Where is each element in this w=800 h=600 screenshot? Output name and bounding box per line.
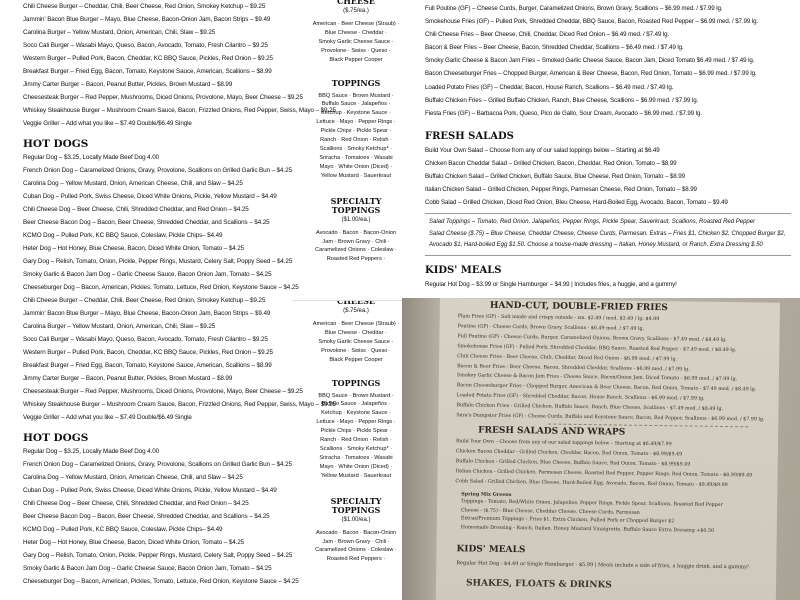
note-line: Salad Toppings – Tomato, Red Onion, Jalapeños, Pepper Rings, Pickle Spear, Sauerkraut, Scallions, Roasted Red Pepper [429,219,756,226]
section-divider [292,300,420,301]
specialty-price: ($1.00/ea.) [341,216,371,223]
photo-line: Buffalo Chicken - Grilled Chicken, Blue Cheese, Buffalo Sauce, Red Onion, Tomato - $8.99/$9.49 [455,459,691,468]
toppings-heading: TOPPINGS [331,77,381,88]
photo-subline: Spring Mix Greens [461,490,512,498]
note-line: Avocado $1, Hard-boiled Egg $1.50. Choose a house-made dressing – Italian, Honey Mustard, or Ranch. Extra Dressing $.50 [429,242,763,249]
cheese-line: Blue Cheese · Cheddar · [325,329,387,336]
menu-line: French Onion Dog – Caramelized Onions, Gravy, Provolone, Scallions on Grilled Garlic Bun – $4.25 [23,167,292,174]
note-line: Salad Cheese ($.75) – Blue Cheese, Cheddar Cheese, Cheese Curds, Parmesan. Extras – Fries $1, Chicken $2, Chopped Burger $2, [429,230,786,237]
menu-line: Chili Cheese Dog – Beer Cheese, Chili, Shredded Cheddar, and Red Onion – $4.25 [23,500,249,507]
specialty-line: Jam · Brown Gravy · Chili · [322,538,390,545]
photo-salads-heading: FRESH SALADS AND WRAPS [478,425,626,438]
fries-line: Smokehouse Fries (GF) – Pulled Pork, Shredded Cheddar, BBQ Sauce, Bacon, Roasted Red Pepper – $6.99 med. / $7.99 lg. [425,18,759,26]
topping-line: Ranch · Red Onion · Relish · [320,437,392,444]
menu-line: Whiskey Steakhouse Burger – Mushroom Cream Sauce, Bacon, Frizzled Onions, Red Pepper, Swiss, Mayo – $9.25 [23,401,336,408]
topping-line: Ketchup · Keystone Sauce · [321,110,391,117]
specialty-heading: SPECIALTY [330,495,382,506]
menu-line: Carolina Dog – Yellow Mustard, Onion, American Cheese, Chili, and Slaw – $4.25 [23,474,243,481]
photo-line: Cobb Salad - Grilled Chicken, Blue Cheese, Hard-Boiled Egg, Avocado, Bacon, Red Onion, Tomato - $9.49/$9.99 [455,478,728,488]
menu-line: Western Burger – Pulled Pork, Bacon, Cheddar, KC BBQ Sauce, Pickles, Red Onion – $9.25 [23,349,273,356]
menu-line: Soco Cali Burger – Wasabi Mayo, Queso, Bacon, Avocado, Tomato, Fresh Cilantro – $9.25 [23,336,268,343]
topping-line: Mayo · White Onion (Diced) · [319,463,393,470]
menu-line: Jammin' Bacon Blue Burger – Mayo, Blue Cheese, Bacon-Onion Jam, Bacon Strips – $9.49 [23,16,271,23]
menu-line: Chili Cheese Dog – Beer Cheese, Chili, Shredded Cheddar, and Red Onion – $4.25 [23,206,249,213]
cheese-line: Smoky Garlic Cheese Sauce · [318,338,394,345]
specialty-line: Avocado · Bacon · Bacon-Onion [315,529,397,536]
menu-line: Jimmy Carter Burger – Bacon, Peanut Butter, Pickles, Brown Mustard – $8.99 [23,81,233,88]
left-menu-column [0,0,336,588]
menu-line: Veggie Griller – Add what you like – $7.49 Double/$6.49 Single [23,120,192,127]
photo-line: Poutine (GF) - Cheese Curds, Brown Gravy, Scallions - $6.49 med. / $7.49 lg. [457,324,645,332]
topping-line: Lettuce · Mayo · Pepper Rings · [316,119,396,126]
hot-dogs-heading: HOT DOGS [23,432,89,444]
salad-line: Buffalo Chicken Salad – Grilled Chicken, Buffalo Sauce, Blue Cheese, Red Onion, Tomato – $8.99 [425,173,685,181]
menu-line: Gary Dog – Relish, Tomato, Onion, Pickle, Pepper Rings, Mustard, Celery Salt, Poppy Seed – $4.25 [23,552,293,559]
topping-line: Pickle Chips · Pickle Spear · [320,128,392,135]
cheese-heading: CHEESE [337,0,375,6]
salad-line: Chicken Bacon Cheddar Salad – Grilled Chicken, Bacon, Cheddar, Red Onion, Tomato – $8.99 [425,159,677,167]
topping-line: Scallions · Smoky Ketchup* · [319,445,393,452]
menu-line: Cheesesteak Burger – Red Pepper, Mushrooms, Diced Onions, Provolone, Mayo, Beer Cheese – $9.25 [23,388,303,395]
photo-line: Italian Chicken - Grilled Chicken, Parmesan Cheese, Roasted Red Pepper, Pepper Rings, Red Onion, Tomato - $8.99/$9.49 [455,468,753,479]
menu-line: Whiskey Steakhouse Burger – Mushroom Cream Sauce, Bacon, Frizzled Onions, Red Pepper, Swiss, Mayo – $9.25 [23,107,336,114]
menu-line: Heter Dog – Hot Honey, Blue Cheese, Bacon, Diced White Onion, Tomato – $4.25 [23,245,245,252]
photo-line: Plain Fries (GF) - Salt inside and crispy outside - sm. $2.49 / med. $3.49 / lg. $4.99 [457,314,660,323]
menu-line: Regular Dog – $3.25, Locally Made Beef Dog 4.00 [23,448,160,455]
photo-line: Full Poutine (GF) - Cheese Curds, Burger, Caramelized Onions, Brown Gravy, Scallions - $7.49 med. / $8.49 lg. [457,334,727,343]
toppings-heading: TOPPINGS [331,377,381,388]
menu-line: Jammin' Bacon Blue Burger – Mayo, Blue Cheese, Bacon-Onion Jam, Bacon Strips – $9.49 [23,310,271,317]
fries-line: Chili Cheese Fries – Beer Cheese, Chili, Cheddar, Diced Red Onion – $6.49 med. / $7.49 lg. [425,31,670,39]
menu-line: Chili Cheese Burger – Cheddar, Chili, Beer Cheese, Red Onion, Smokey Ketchup – $9.25 [23,3,266,10]
fries-line: Smoky Garlic Cheese & Bacon Jam Fries – Smoked Garlic Cheese Sauce, Bacon Jam, Diced Tomato $6.49 med. / $7.49 lg. [425,57,755,65]
salad-line: Italian Chicken Salad – Grilled Chicken, Pepper Rings, Parmesan Cheese, Red Onion, Tomato – $8.99 [425,186,697,194]
menu-line: KCMO Dog – Pulled Pork, KC BBQ Sauce, Coleslaw, Pickle Chips– $4.49 [23,526,223,533]
fries-line: Bacon Cheeseburger Fries – Chopped Burger, American & Beer Cheese, Bacon, Red Onion, Tomato – $6.99 med. / $7.99 lg. [425,70,757,78]
menu-line: Smoky Garlic & Bacon Jam Dog – Garlic Cheese Sauce, Bacon Onion Jam, Tomato – $4.25 [23,565,272,572]
topping-line: Sriracha · Tomatoes · Wasabi [319,154,393,161]
kids-line: Regular Hot Dog – $3.99 or Single Hamburger – $4.99 | Includes fries, a huggie, and a gummy! [425,280,677,288]
fries-line: Loaded Potato Fries (GF) – Cheddar, Bacon, House Ranch, Scallions – $6.49 med. / $7.49 lg. [425,83,674,91]
photo-line: Chicken Bacon Cheddar - Grilled Chicken, Cheddar, Bacon, Red Onion, Tomato - $8.99/$9.49 [455,449,683,458]
topping-line: Buffalo Sauce · Jalapeños · [321,401,391,408]
menu-line: Breakfast Burger – Fried Egg, Bacon, Tomato, Keystone Sauce, American, Scallions – $8.99 [23,68,272,75]
specialty-heading-2: TOPPINGS [331,504,381,515]
photo-line: Bacon & Beer Fries - Beer Cheese, Bacon, Shredded Cheddar, Scallions - $6.99 med. / $7.99 lg. [457,363,690,373]
menu-line: Beer Cheese Bacon Dog – Bacon, Beer Cheese, Shredded Cheddar, and Scallions – $4.25 [23,513,270,520]
menu-line: Veggie Griller – Add what you like – $7.49 Double/$6.49 Single [23,414,192,421]
specialty-line: Jam · Brown Gravy · Chili · [322,238,390,245]
specialty-line: Roasted Red Peppers · [326,256,386,263]
photo-line: Bacon Cheeseburger Fries - Chopped Burger, American & Beer Cheese, Bacon, Red Onion, Tomato - $7.49 med. / $8.49 lg. [456,383,757,393]
menu-line: Carolina Burger – Yellow Mustard, Onion, American, Chili, Slaw – $9.25 [23,29,216,36]
menu-line: Heter Dog – Hot Honey, Blue Cheese, Bacon, Diced White Onion, Tomato – $4.25 [23,539,245,546]
fries-line: Fiesta Fries (GF) – Barbacoa Pork, Queso, Pico de Gallo, Sour Cream, Avocado – $6.99 med. / $7.99 lg. [425,109,702,117]
fries-line: Buffalo Chicken Fries – Grilled Buffalo Chicken, Ranch, Blue Cheese, Scallions – $6.99 med. / $7.99 lg. [425,96,699,104]
menu-line: Cheeseburger Dog – Bacon, American, Pickles, Tomato, Lettuce, Red Onion, Keystone Sauce – $4.25 [23,578,299,585]
salad-line: Build Your Own Salad – Choose from any of our salad toppings below – Starting at $6.49 [425,146,660,154]
menu-line: Carolina Dog – Yellow Mustard, Onion, American Cheese, Chili, and Slaw – $4.25 [23,180,243,187]
salad-toppings-note [425,213,791,256]
kids-meals-heading: KIDS' MEALS [425,264,502,276]
photo-subline: Extras/Premium Toppings – Fries $1, Extra Chicken, Pulled Pork or Chopped Burger $2 [460,516,675,525]
menu-line: Gary Dog – Relish, Tomato, Onion, Pickle, Pepper Rings, Mustard, Celery Salt, Poppy Seed – $4.25 [23,258,293,265]
cheese-line: American · Beer Cheese (Straub) · [312,321,400,327]
cheese-line: Provolone · Swiss · Queso · [321,47,391,54]
printed-menu-sheet [436,298,780,600]
right-menu-column [420,0,800,291]
topping-line: Ketchup · Keystone Sauce · [321,410,391,417]
menu-line: Soco Cali Burger – Wasabi Mayo, Queso, Bacon, Avocado, Tomato, Fresh Cilantro – $9.25 [23,42,268,49]
cheese-heading: CHEESE [337,300,375,306]
specialty-line: Avocado · Bacon · Bacon-Onion [315,229,397,236]
cheese-line: Provolone · Swiss · Queso · [321,347,391,354]
topping-line: Ranch · Red Onion · Relish · [320,137,392,144]
cheese-line: Black Pepper Cooper [329,56,383,63]
menu-line: French Onion Dog – Caramelized Onions, Gravy, Provolone, Scallions on Grilled Garlic Bun – $4.25 [23,461,292,468]
menu-line: Jimmy Carter Burger – Bacon, Peanut Butter, Pickles, Brown Mustard – $8.99 [23,375,233,382]
topping-line: Scallions · Smoky Ketchup* · [319,145,393,152]
specialty-price: ($1.00/ea.) [341,516,371,523]
cheese-price: ($.75/ea.) [343,8,369,14]
menu-line: Regular Dog – $3.25, Locally Made Beef Dog 4.00 [23,154,160,161]
cheese-price: ($.75/ea.) [343,308,369,314]
cheese-line: Blue Cheese · Cheddar · [325,29,387,36]
menu-line: Chili Cheese Burger – Cheddar, Chili, Beer Cheese, Red Onion, Smokey Ketchup – $9.25 [23,297,266,304]
topping-line: Lettuce · Mayo · Pepper Rings · [316,419,396,426]
photo-line: Smokehouse Fries (GF) - Pulled Pork, Shredded Cheddar, BBQ Sauce, Roasted Red Pepper - $7.49 med. / $8.49 lg. [457,343,737,353]
menu-line: Beer Cheese Bacon Dog – Bacon, Beer Cheese, Shredded Cheddar, and Scallions – $4.25 [23,219,270,226]
photo-kids-line: Regular Hot Dog - $4.49 or Single Hamburger - $5.99 | Meals include a side of fries, a huggie drink, and a gummy! [456,560,750,571]
menu-line: Smoky Garlic & Bacon Jam Dog – Garlic Cheese Sauce, Bacon Onion Jam, Tomato – $4.25 [23,271,272,278]
specialty-heading-2: TOPPINGS [331,204,381,215]
menu-line: Carolina Burger – Yellow Mustard, Onion, American, Chili, Slaw – $9.25 [23,323,216,330]
menu-line: Cheeseburger Dog – Bacon, American, Pickles, Tomato, Lettuce, Red Onion, Keystone Sauce – $4.25 [23,284,299,291]
topping-line: Buffalo Sauce · Jalapeños · [321,101,391,108]
hot-dogs-heading: HOT DOGS [23,138,89,150]
menu-line: Cuban Dog – Pulled Pork, Swiss Cheese, Diced White Onions, Pickle, Yellow Mustard – $4.49 [23,487,277,494]
menu-line: Western Burger – Pulled Pork, Bacon, Cheddar, KC BBQ Sauce, Pickles, Red Onion – $9.25 [23,55,273,62]
photo-fries-heading: HAND-CUT, DOUBLE-FRIED FRIES [489,300,668,314]
specialty-line: Caramelized Onions · Coleslaw · [315,247,397,254]
photo-line: Sara's Dumpster Fries (GF) - Cheese Curds, Buffalo and Keystone Sauce, Bacon, Red Pepper, Scallions - $6.99 med. / $7.99 lg. [456,413,765,423]
photo-line: Smokey Garlic Cheese & Bacon Jam Fries - Cheese Sauce, Bacon/Onion Jam, Diced Tomato - $6.99 med. / $7.99 lg. [456,373,738,383]
photo-shakes-heading: SHAKES, FLOATS & DRINKS [465,578,612,591]
photo-line: Build Your Own – Choose from any of our salad toppings below – Starting at $6.49/$7.99 [455,439,672,448]
topping-line: Sriracha · Tomatoes · Wasabi [319,454,393,461]
topping-line: Mayo · White Onion (Diced) · [319,163,393,170]
topping-line: BBQ Sauce · Brown Mustard · [318,392,394,399]
photo-line: Buffalo Chicken Fries - Grilled Chicken, Buffalo Sauce, Ranch, Blue Cheese, Scallions - $7.49 med. / $8.49 lg. [456,403,724,413]
cheese-line: American · Beer Cheese (Straub) · [312,21,400,27]
menu-line: Breakfast Burger – Fried Egg, Bacon, Tomato, Keystone Sauce, American, Scallions – $8.99 [23,362,272,369]
menu-line: Cuban Dog – Pulled Pork, Swiss Cheese, Diced White Onions, Pickle, Yellow Mustard – $4.49 [23,193,277,200]
specialty-line: Roasted Red Peppers · [326,556,386,563]
specialty-line: Caramelized Onions · Coleslaw · [315,547,397,554]
cheese-line: Black Pepper Cooper [329,356,383,363]
topping-line: Pickle Chips · Pickle Spear · [320,428,392,435]
salad-line: Cobb Salad – Grilled Chicken, Diced Red Onion, Bleu Cheese, Hard-Boiled Egg, Avocado, Bacon, Tomato – $9.49 [425,199,728,207]
topping-line: Yellow Mustard · Sauerkraut [320,472,392,479]
fresh-salads-heading: FRESH SALADS [425,130,514,142]
topping-line: BBQ Sauce · Brown Mustard · [318,92,394,99]
photo-subline: Cheese - ($.75) - Blue Cheese, Cheddar Cheese, Cheese Curds, Parmesan [461,507,640,516]
fries-line: Full Poutine (GF) – Cheese Curds, Burger, Caramelized Onions, Brown Gravy, Scallions – $6.99 med. / $7.99 lg. [425,5,723,12]
specialty-heading: SPECIALTY [330,195,382,206]
menu-line: KCMO Dog – Pulled Pork, KC BBQ Sauce, Coleslaw, Pickle Chips– $4.49 [23,232,223,239]
topping-line: Yellow Mustard · Sauerkraut [320,172,392,179]
photo-kids-heading: KIDS' MEALS [456,544,526,556]
menu-line: Cheesesteak Burger – Red Pepper, Mushrooms, Diced Onions, Provolone, Mayo, Beer Cheese – $9.25 [23,94,303,101]
photo-line: Loaded Potato Fries (GF) - Shredded Cheddar, Bacon, House Ranch, Scallions - $6.99 med. / $7.99 lg. [456,393,705,402]
menu-photo [402,298,800,600]
photo-line: Chili Cheese Fries - Beer Cheese, Chili, Cheddar, Diced Red Onion - $6.99 med. / $7.99 lg. [457,353,678,362]
fries-line: Bacon & Beer Fries – Beer Cheese, Bacon, Shredded Cheddar, Scallions – $6.49 med. / $7.49 lg. [425,44,684,52]
cheese-line: Smoky Garlic Cheese Sauce · [318,38,394,45]
photo-subline: Homemade Dressing - Ranch, Italian, Honey Mustard Vinaigrette, Buffalo Sauce Extra Dressing +$0.50 [460,524,715,534]
photo-subline: Toppings - Tomato, Red/White Onion, Jalapeños, Pepper Rings, Pickle Spear, Scallions, Roasted Red Pepper [461,499,723,508]
